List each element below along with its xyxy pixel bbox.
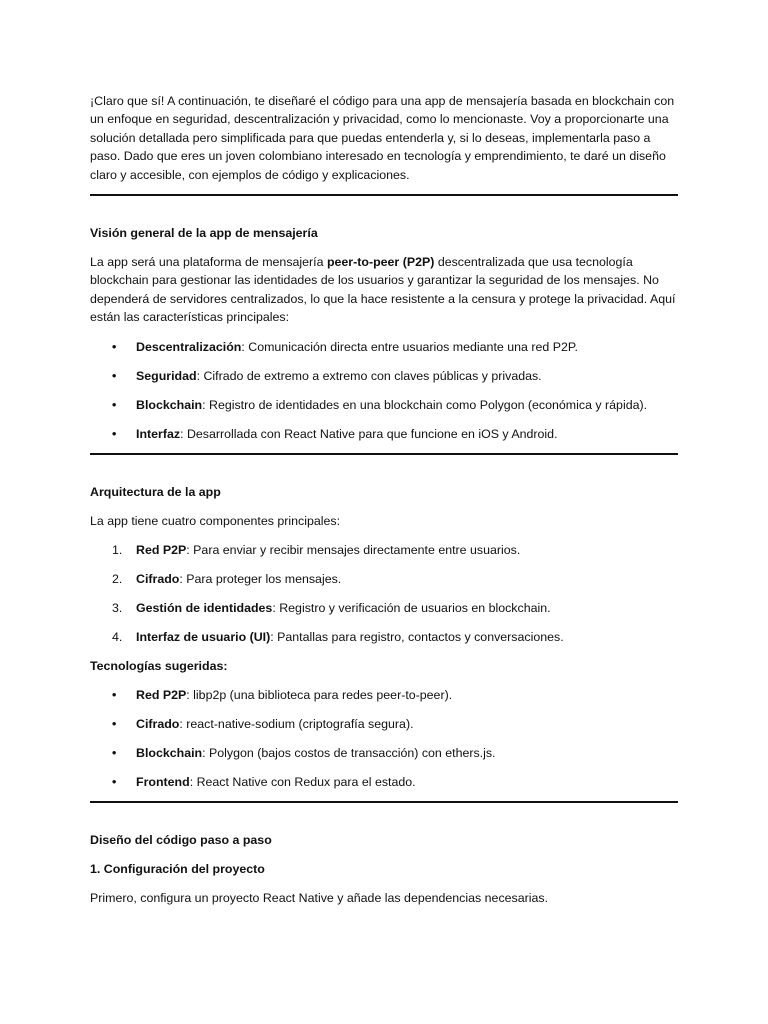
item-desc: : Para proteger los mensajes. <box>179 572 342 587</box>
intro-paragraph: ¡Claro que sí! A continuación, te diseñaré el código para una app de mensajería basada en blockchain con un enfoque en seguridad, descentralización y privacidad, como lo mencionaste. Voy a proporcionarte una solución detallada pero simplificada para que puedas entenderla y, si lo deseas, implementarla paso a paso. Dado que eres un joven colombiano interesado en tecnología y emprendimiento, te daré un diseño claro y accesible, con ejemplos de código y explicaciones. <box>90 94 675 182</box>
item-desc: : react-native-sodium (criptografía segura). <box>179 717 414 732</box>
item-desc: : Comunicación directa entre usuarios mediante una red P2P. <box>241 339 578 354</box>
item-term: Red P2P <box>136 543 187 558</box>
list-item <box>90 396 680 414</box>
overview-heading: Visión general de la app de mensajería <box>90 226 318 241</box>
item-desc: : Cifrado de extremo a extremo con claves públicas y privadas. <box>196 368 542 383</box>
step1-heading: 1. Configuración del proyecto <box>90 862 265 877</box>
item-desc: : Pantallas para registro, contactos y conversaciones. <box>270 630 564 645</box>
item-number: 1. <box>112 543 123 558</box>
step1-paragraph: Primero, configura un proyecto React Native y añade las dependencias necesarias. <box>90 891 549 906</box>
components-list <box>90 541 680 646</box>
list-item <box>90 773 680 791</box>
item-term: Descentralización <box>136 339 242 354</box>
list-item <box>90 425 680 443</box>
document-content <box>90 92 680 907</box>
list-item <box>90 686 680 704</box>
item-term: Seguridad <box>136 368 197 383</box>
item-desc: : Registro y verificación de usuarios en blockchain. <box>272 601 551 616</box>
design-heading: Diseño del código paso a paso <box>90 833 272 848</box>
list-item <box>90 570 680 588</box>
bullet-icon: • <box>112 775 117 790</box>
bullet-icon: • <box>112 368 117 383</box>
architecture-heading: Arquitectura de la app <box>90 484 221 499</box>
item-number: 2. <box>112 572 123 587</box>
item-term: Blockchain <box>136 397 203 412</box>
item-desc: : libp2p (una biblioteca para redes peer-to-peer). <box>186 688 453 703</box>
bullet-icon: • <box>112 746 117 761</box>
item-term: Blockchain <box>136 746 203 761</box>
architecture-intro: La app tiene cuatro componentes principales: <box>90 513 341 528</box>
overview-text-start: La app será una plataforma de mensajería <box>90 255 327 270</box>
item-desc: : Para enviar y recibir mensajes directamente entre usuarios. <box>186 543 521 558</box>
tech-list <box>90 686 680 791</box>
list-item <box>90 744 680 762</box>
item-term: Red P2P <box>136 688 187 703</box>
overview-bold-term: peer-to-peer (P2P) <box>326 255 435 270</box>
item-number: 3. <box>112 601 123 616</box>
bullet-icon: • <box>112 397 117 412</box>
overview-text-end: descentralizada que usa tecnología blockchain para gestionar las identidades de los usuarios y garantizar la seguridad de los mensajes. No dependerá de servidores centralizados, lo que la hace resistente a la censura y protege la privacidad. Aquí están las características principales: <box>90 255 676 325</box>
item-number: 4. <box>112 630 123 645</box>
list-item <box>90 628 680 646</box>
list-item <box>90 367 680 385</box>
item-term: Interfaz de usuario (UI) <box>136 630 271 645</box>
item-term: Cifrado <box>136 717 180 732</box>
list-item <box>90 715 680 733</box>
section-divider <box>90 453 678 455</box>
item-term: Frontend <box>136 775 190 790</box>
item-term: Cifrado <box>136 572 180 587</box>
item-term: Gestión de identidades <box>136 601 273 616</box>
bullet-icon: • <box>112 339 117 354</box>
item-desc: : Registro de identidades en una blockchain como Polygon (económica y rápida). <box>202 397 648 412</box>
section-divider <box>90 801 678 803</box>
overview-paragraph <box>90 253 680 327</box>
tech-heading: Tecnologías sugeridas: <box>90 659 228 674</box>
bullet-icon: • <box>112 426 117 441</box>
section-divider <box>90 194 678 196</box>
bullet-icon: • <box>112 717 117 732</box>
list-item <box>90 599 680 617</box>
item-term: Interfaz <box>136 426 181 441</box>
list-item <box>90 338 680 356</box>
features-list <box>90 338 680 443</box>
item-desc: : Polygon (bajos costos de transacción) con ethers.js. <box>202 746 496 761</box>
list-item <box>90 541 680 559</box>
bullet-icon: • <box>112 688 117 703</box>
item-desc: : React Native con Redux para el estado. <box>189 775 416 790</box>
item-desc: : Desarrollada con React Native para que funcione en iOS y Android. <box>180 426 558 441</box>
